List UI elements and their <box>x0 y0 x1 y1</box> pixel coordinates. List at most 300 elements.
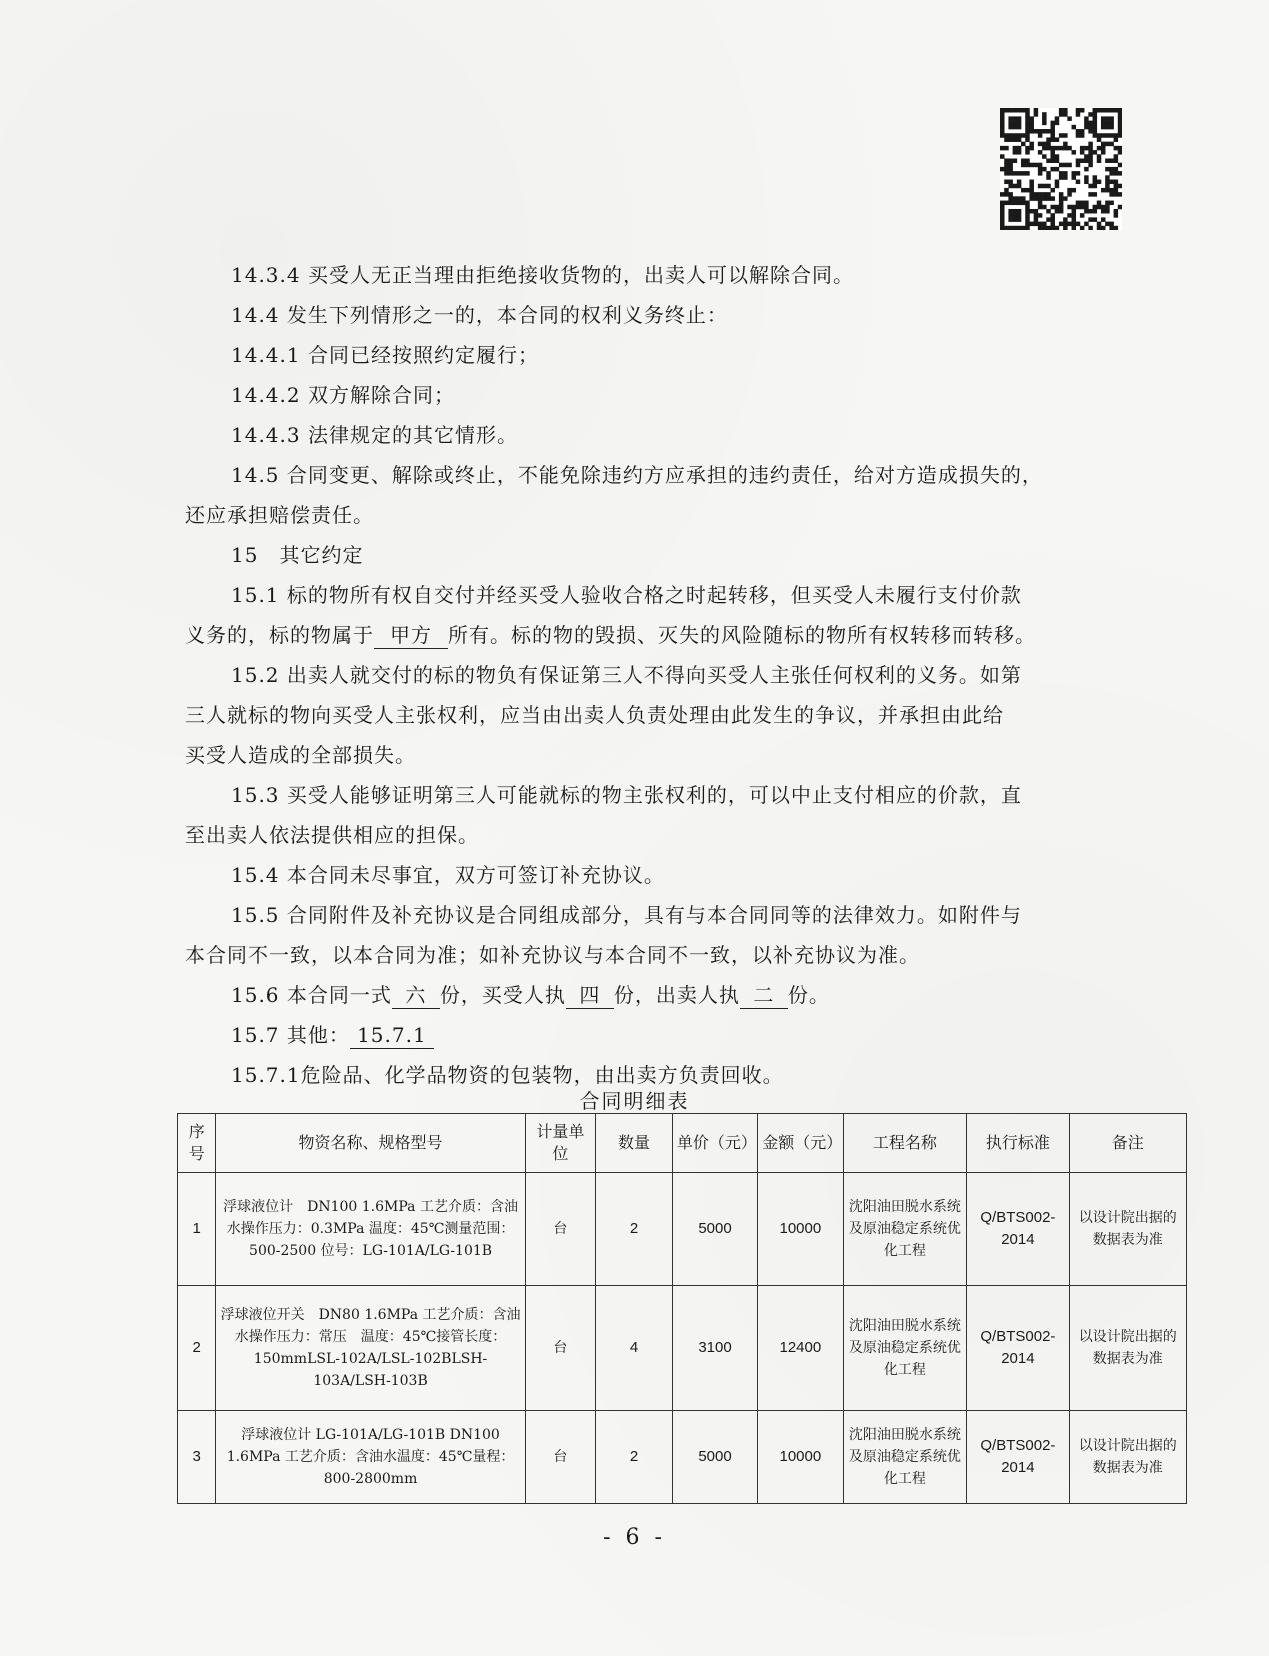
qr-module <box>1008 217 1013 222</box>
copies-buyer-field: 四 <box>566 982 614 1009</box>
qr-module <box>1008 196 1013 201</box>
qr-module <box>1034 217 1039 222</box>
qr-module <box>1029 192 1034 197</box>
cell-price: 3100 <box>672 1286 757 1411</box>
qr-module <box>1118 121 1122 126</box>
qr-module <box>1114 167 1119 172</box>
qr-module <box>1055 184 1060 189</box>
qr-module <box>1025 222 1030 227</box>
qr-module <box>1008 116 1013 121</box>
qr-module <box>1105 188 1110 193</box>
qr-module <box>1118 112 1122 117</box>
qr-module <box>1034 196 1039 201</box>
qr-module <box>1105 116 1110 121</box>
qr-module <box>1055 167 1060 172</box>
qr-module <box>1029 184 1034 189</box>
qr-module <box>1025 108 1030 113</box>
qr-module <box>1029 163 1034 168</box>
qr-module <box>1076 133 1081 138</box>
qr-module <box>1097 158 1102 163</box>
qr-module <box>1000 121 1005 126</box>
qr-module <box>1025 112 1030 117</box>
qr-module <box>1038 150 1043 155</box>
qr-module <box>1105 201 1110 206</box>
clause-14-4-3: 14.4.3 法律规定的其它情形。 <box>231 423 518 447</box>
qr-module <box>1025 137 1030 142</box>
qr-module <box>1000 201 1005 206</box>
qr-module <box>1025 146 1030 151</box>
qr-module <box>1013 184 1018 189</box>
qr-module <box>1088 154 1093 159</box>
qr-module <box>1021 142 1026 147</box>
qr-module <box>1080 205 1085 210</box>
qr-module <box>1105 121 1110 126</box>
clause-15-7 <box>185 1015 1125 1055</box>
qr-module <box>1017 150 1022 155</box>
qr-module <box>1101 205 1106 210</box>
qr-module <box>1046 137 1051 142</box>
qr-module <box>1101 116 1106 121</box>
qr-module <box>1025 150 1030 155</box>
clause-15-2-cont: 三人就标的物向买受人主张权利，应当由出卖人负责处理由此发生的争议，并承担由此给 <box>185 703 1004 727</box>
qr-module <box>1034 222 1039 227</box>
qr-module <box>1076 180 1081 185</box>
contract-body <box>185 255 1125 1095</box>
qr-module <box>1093 112 1098 117</box>
qr-module <box>1109 158 1114 163</box>
qr-module <box>1025 201 1030 206</box>
qr-module <box>1034 108 1039 113</box>
qr-module <box>1093 150 1098 155</box>
qr-module <box>1093 121 1098 126</box>
qr-module <box>1029 188 1034 193</box>
qr-module <box>1046 226 1051 230</box>
section-15-heading: 15 其它约定 <box>231 543 364 567</box>
qr-module <box>1013 150 1018 155</box>
qr-module <box>1059 163 1064 168</box>
qr-module <box>1025 188 1030 193</box>
qr-module <box>1038 192 1043 197</box>
qr-module <box>1101 146 1106 151</box>
qr-module <box>1008 133 1013 138</box>
qr-module <box>1000 112 1005 117</box>
owner-field: 甲方 <box>374 622 448 649</box>
qr-module <box>1080 129 1085 134</box>
qr-module <box>1059 201 1064 206</box>
qr-module <box>1008 192 1013 197</box>
qr-module <box>1059 196 1064 201</box>
qr-module <box>1050 226 1055 230</box>
qr-code-image <box>1000 108 1122 230</box>
qr-module <box>1038 133 1043 138</box>
qr-module <box>1025 125 1030 130</box>
qr-module <box>1021 196 1026 201</box>
qr-module <box>1118 146 1122 151</box>
qr-module <box>1118 192 1122 197</box>
cell-name: 浮球液位计 LG-101A/LG-101B DN100 1.6MPa 工艺介质：含油水温度：45℃量程：800-2800mm <box>216 1411 525 1504</box>
qr-module <box>1067 192 1072 197</box>
qr-module <box>1017 121 1022 126</box>
clause-14-4: 14.4 发生下列情形之一的，本合同的权利义务终止： <box>231 303 728 327</box>
qr-module <box>1055 226 1060 230</box>
qr-module <box>1076 171 1081 176</box>
qr-module <box>1105 133 1110 138</box>
qr-module <box>1097 201 1102 206</box>
cell-no: 3 <box>178 1411 216 1504</box>
qr-module <box>1050 146 1055 151</box>
qr-module <box>1088 142 1093 147</box>
qr-module <box>1050 196 1055 201</box>
qr-module <box>1038 142 1043 147</box>
qr-module <box>1059 192 1064 197</box>
qr-module <box>1093 217 1098 222</box>
header-unit: 计量单位 <box>525 1114 595 1173</box>
qr-module <box>1000 116 1005 121</box>
clause-15-1-suffix: 所有。标的物的毁损、灭失的风险随标的物所有权转移而转移。 <box>448 623 1036 647</box>
qr-module <box>1042 146 1047 151</box>
qr-module <box>1008 226 1013 230</box>
clause-15-1-cont <box>185 615 1125 655</box>
cell-name: 浮球液位计 DN100 1.6MPa 工艺介质：含油水操作压力：0.3MPa 温度：45℃测量范围：500-2500 位号：LG-101A/LG-101B <box>216 1173 525 1286</box>
qr-module <box>1097 180 1102 185</box>
qr-module <box>1109 226 1114 230</box>
qr-module <box>1050 158 1055 163</box>
qr-module <box>1114 158 1119 163</box>
qr-module <box>1084 154 1089 159</box>
qr-module <box>1072 150 1077 155</box>
qr-module <box>1063 222 1068 227</box>
qr-module <box>1059 108 1064 113</box>
qr-module <box>1042 112 1047 117</box>
cell-amount: 12400 <box>758 1286 843 1411</box>
qr-module <box>1067 205 1072 210</box>
qr-module <box>1084 175 1089 180</box>
qr-module <box>1050 133 1055 138</box>
qr-module <box>1017 196 1022 201</box>
qr-module <box>1021 133 1026 138</box>
qr-module <box>1021 188 1026 193</box>
qr-module <box>1042 184 1047 189</box>
qr-module <box>1055 154 1060 159</box>
qr-module <box>1088 146 1093 151</box>
qr-module <box>1046 217 1051 222</box>
qr-module <box>1017 226 1022 230</box>
qr-module <box>1042 154 1047 159</box>
qr-module <box>1063 171 1068 176</box>
qr-module <box>1097 137 1102 142</box>
qr-module <box>1000 129 1005 134</box>
qr-module <box>1105 125 1110 130</box>
qr-module <box>1084 205 1089 210</box>
qr-module <box>1080 108 1085 113</box>
qr-module <box>1025 121 1030 126</box>
qr-module <box>1055 116 1060 121</box>
qr-module <box>1004 146 1009 151</box>
qr-module <box>1118 163 1122 168</box>
clause-15-3-cont: 至出卖人依法提供相应的担保。 <box>185 823 479 847</box>
qr-module <box>1072 171 1077 176</box>
qr-module <box>1013 213 1018 218</box>
qr-module <box>1114 209 1119 214</box>
qr-module <box>1114 171 1119 176</box>
qr-module <box>1067 116 1072 121</box>
qr-module <box>1050 222 1055 227</box>
clause-14-5: 14.5 合同变更、解除或终止，不能免除违约方应承担的违约责任，给对方造成损失的， <box>231 463 1043 487</box>
cell-unit: 台 <box>525 1286 595 1411</box>
qr-module <box>1050 167 1055 172</box>
qr-module <box>1101 108 1106 113</box>
cell-project: 沈阳油田脱水系统及原油稳定系统优化工程 <box>843 1286 967 1411</box>
clause-15-2: 15.2 出卖人就交付的标的物负有保证第三人不得向买受人主张任何权利的义务。如第 <box>231 663 1022 687</box>
qr-module <box>1013 209 1018 214</box>
qr-module <box>1008 209 1013 214</box>
qr-module <box>1093 175 1098 180</box>
qr-module <box>1038 226 1043 230</box>
qr-module <box>1059 112 1064 117</box>
qr-module <box>1063 108 1068 113</box>
qr-module <box>1088 150 1093 155</box>
qr-module <box>1109 167 1114 172</box>
qr-module <box>1013 217 1018 222</box>
qr-module <box>1050 150 1055 155</box>
qr-module <box>1080 150 1085 155</box>
qr-module <box>1017 201 1022 206</box>
qr-module <box>1017 209 1022 214</box>
cell-price: 5000 <box>672 1411 757 1504</box>
qr-code <box>1000 108 1122 230</box>
qr-module <box>1105 184 1110 189</box>
qr-module <box>1067 163 1072 168</box>
qr-module <box>1114 184 1119 189</box>
clause-15-5: 15.5 合同附件及补充协议是合同组成部分，具有与本合同同等的法律效力。如附件与 <box>231 903 1022 927</box>
qr-module <box>1004 188 1009 193</box>
qr-module <box>1084 201 1089 206</box>
qr-module <box>1080 133 1085 138</box>
table-row <box>178 1173 1187 1286</box>
cell-project: 沈阳油田脱水系统及原油稳定系统优化工程 <box>843 1173 967 1286</box>
qr-module <box>1021 158 1026 163</box>
qr-module <box>1013 125 1018 130</box>
qr-module <box>1038 184 1043 189</box>
qr-module <box>1042 167 1047 172</box>
qr-module <box>1034 129 1039 134</box>
qr-module <box>1118 129 1122 134</box>
qr-module <box>1034 209 1039 214</box>
page-number: - 6 - <box>603 1525 666 1550</box>
qr-module <box>1109 142 1114 147</box>
qr-module <box>1013 171 1018 176</box>
qr-module <box>1059 205 1064 210</box>
cell-no: 2 <box>178 1286 216 1411</box>
qr-module <box>1000 154 1005 159</box>
copies-seller-field: 二 <box>740 982 788 1009</box>
qr-module <box>1034 163 1039 168</box>
qr-module <box>1063 133 1068 138</box>
qr-module <box>1101 226 1106 230</box>
qr-module <box>1093 209 1098 214</box>
qr-module <box>1025 226 1030 230</box>
qr-module <box>1101 217 1106 222</box>
qr-module <box>1029 142 1034 147</box>
cell-standard: Q/BTS002-2014 <box>967 1286 1069 1411</box>
qr-module <box>1008 121 1013 126</box>
qr-module <box>1088 192 1093 197</box>
clause-15-7-prefix: 15.7 其他： <box>231 1023 350 1047</box>
table-row <box>178 1286 1187 1411</box>
qr-module <box>1067 146 1072 151</box>
qr-module <box>1042 205 1047 210</box>
qr-module <box>1034 213 1039 218</box>
qr-module <box>1114 180 1119 185</box>
qr-module <box>1017 133 1022 138</box>
qr-module <box>1055 121 1060 126</box>
qr-module <box>1118 184 1122 189</box>
qr-module <box>1050 121 1055 126</box>
qr-module <box>1088 217 1093 222</box>
qr-module <box>1000 146 1005 151</box>
qr-module <box>1046 184 1051 189</box>
table-header-row <box>178 1114 1187 1173</box>
qr-module <box>1088 112 1093 117</box>
qr-module <box>1038 171 1043 176</box>
qr-module <box>1109 171 1114 176</box>
cell-project: 沈阳油田脱水系统及原油稳定系统优化工程 <box>843 1411 967 1504</box>
qr-module <box>1093 192 1098 197</box>
qr-module <box>1093 133 1098 138</box>
clause-14-4-1: 14.4.1 合同已经按照约定履行； <box>231 343 539 367</box>
header-project: 工程名称 <box>843 1114 967 1173</box>
qr-module <box>1038 213 1043 218</box>
qr-module <box>1101 133 1106 138</box>
clause-15-7-field: 15.7.1 <box>350 1022 434 1049</box>
qr-module <box>1072 209 1077 214</box>
qr-module <box>1093 116 1098 121</box>
qr-module <box>1025 205 1030 210</box>
qr-module <box>1059 133 1064 138</box>
qr-module <box>1017 217 1022 222</box>
qr-module <box>1076 158 1081 163</box>
qr-module <box>1013 133 1018 138</box>
qr-module <box>1046 196 1051 201</box>
qr-module <box>1025 116 1030 121</box>
qr-module <box>1118 150 1122 155</box>
qr-module <box>1109 192 1114 197</box>
cell-qty: 2 <box>596 1411 673 1504</box>
qr-module <box>1004 108 1009 113</box>
qr-module <box>1093 129 1098 134</box>
qr-module <box>1109 188 1114 193</box>
qr-module <box>1038 205 1043 210</box>
qr-module <box>1050 125 1055 130</box>
qr-module <box>1021 201 1026 206</box>
qr-module <box>1105 142 1110 147</box>
cell-standard: Q/BTS002-2014 <box>967 1411 1069 1504</box>
qr-module <box>1055 205 1060 210</box>
qr-module <box>1004 226 1009 230</box>
qr-module <box>1050 137 1055 142</box>
qr-module <box>1050 217 1055 222</box>
clause-15-6-part3: 份，出卖人执 <box>613 983 740 1007</box>
qr-module <box>1084 146 1089 151</box>
qr-module <box>1114 213 1119 218</box>
qr-module <box>1008 125 1013 130</box>
qr-module <box>1105 209 1110 214</box>
qr-module <box>1105 108 1110 113</box>
qr-module <box>1114 154 1119 159</box>
cell-amount: 10000 <box>758 1411 843 1504</box>
qr-module <box>1055 137 1060 142</box>
clause-15-2-end: 买受人造成的全部损失。 <box>185 743 416 767</box>
cell-name: 浮球液位开关 DN80 1.6MPa 工艺介质：含油水操作压力：常压 温度：45℃接管长度：150mmLSL-102A/LSL-102BLSH-103A/LSH-103B <box>216 1286 525 1411</box>
qr-module <box>1093 184 1098 189</box>
qr-module <box>1118 108 1122 113</box>
qr-module <box>1000 192 1005 197</box>
qr-module <box>1013 158 1018 163</box>
qr-module <box>1004 133 1009 138</box>
qr-module <box>1080 201 1085 206</box>
qr-module <box>1038 129 1043 134</box>
qr-module <box>1076 108 1081 113</box>
qr-module <box>1109 201 1114 206</box>
qr-module <box>1114 188 1119 193</box>
qr-module <box>1097 108 1102 113</box>
qr-module <box>1109 121 1114 126</box>
cell-standard: Q/BTS002-2014 <box>967 1173 1069 1286</box>
cell-unit: 台 <box>525 1411 595 1504</box>
qr-module <box>1109 133 1114 138</box>
qr-module <box>1000 217 1005 222</box>
qr-module <box>1025 213 1030 218</box>
qr-module <box>1114 108 1119 113</box>
qr-module <box>1076 205 1081 210</box>
qr-module <box>1042 222 1047 227</box>
qr-module <box>1105 175 1110 180</box>
qr-module <box>1084 209 1089 214</box>
qr-module <box>1050 205 1055 210</box>
qr-module <box>1076 222 1081 227</box>
qr-module <box>1034 112 1039 117</box>
clause-14-5-cont: 还应承担赔偿责任。 <box>185 503 374 527</box>
qr-module <box>1025 171 1030 176</box>
header-qty: 数量 <box>596 1114 673 1173</box>
qr-module <box>1109 180 1114 185</box>
qr-module <box>1088 158 1093 163</box>
qr-module <box>1093 205 1098 210</box>
qr-module <box>1021 163 1026 168</box>
qr-module <box>1063 175 1068 180</box>
qr-module <box>1076 201 1081 206</box>
qr-module <box>1000 205 1005 210</box>
qr-module <box>1038 222 1043 227</box>
qr-module <box>1101 121 1106 126</box>
qr-module <box>1063 163 1068 168</box>
qr-module <box>1088 184 1093 189</box>
contract-detail-table <box>177 1113 1187 1504</box>
table-row <box>178 1411 1187 1504</box>
qr-module <box>1050 129 1055 134</box>
qr-module <box>1029 209 1034 214</box>
qr-module <box>1025 217 1030 222</box>
qr-module <box>1088 125 1093 130</box>
qr-module <box>1109 222 1114 227</box>
qr-module <box>1013 121 1018 126</box>
cell-qty: 2 <box>596 1173 673 1286</box>
qr-module <box>1076 129 1081 134</box>
qr-module <box>1017 137 1022 142</box>
clause-15-6-part2: 份，买受人执 <box>439 983 566 1007</box>
header-price: 单价（元） <box>672 1114 757 1173</box>
qr-module <box>1055 158 1060 163</box>
